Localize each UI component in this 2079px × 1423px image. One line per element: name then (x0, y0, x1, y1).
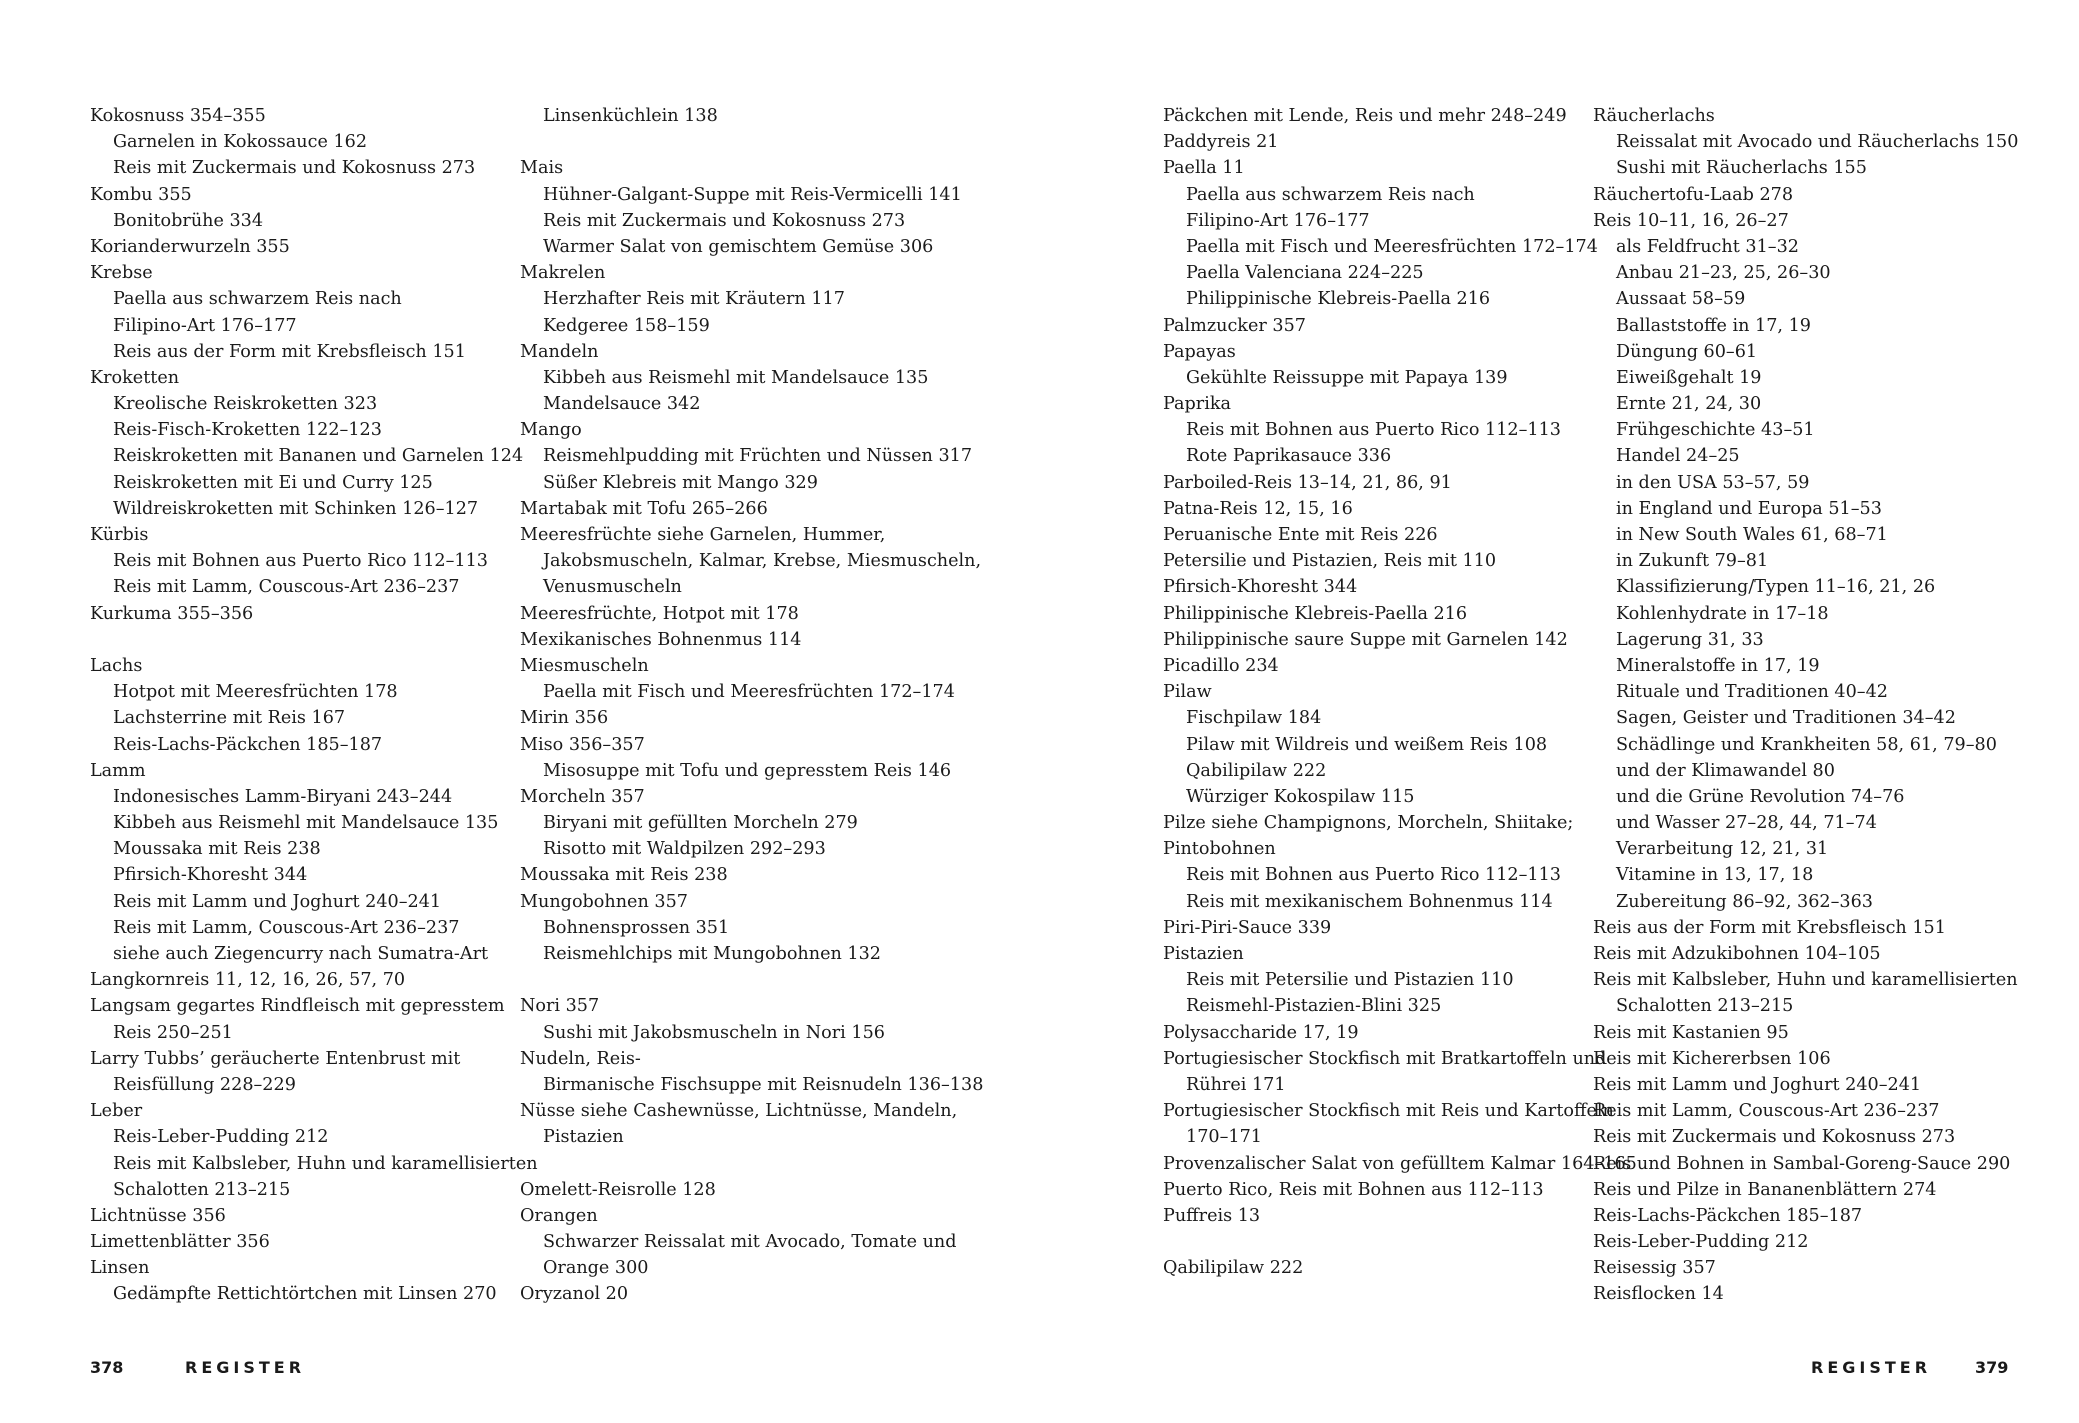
index-entry: Pfirsich-Khoresht 344 (1163, 577, 1358, 598)
index-entry: Reis mit Kastanien 95 (1593, 1022, 1789, 1043)
index-entry: Räuchertofu-Laab 278 (1593, 184, 1794, 205)
index-entry: Räucherlachs (1593, 106, 1715, 126)
index-subentry: Kohlenhydrate in 17–18 (1616, 603, 1829, 624)
index-entry: Meeresfrüchte, Hotpot mit 178 (520, 603, 799, 624)
index-subentry: und der Klimawandel 80 (1616, 760, 1835, 781)
index-entry: Palmzucker 357 (1163, 315, 1306, 336)
index-column-3 (1163, 103, 1637, 1281)
index-subentry: Gekühlte Reissuppe mit Papaya 139 (1186, 367, 1508, 388)
index-entry: Makrelen (520, 263, 606, 284)
index-entry: Korianderwurzeln 355 (90, 236, 290, 257)
index-subentry: Reis-Fisch-Kroketten 122–123 (113, 420, 382, 441)
index-subentry: Reisfüllung 228–229 (113, 1074, 296, 1095)
index-column-4 (1593, 103, 2018, 1308)
index-subentry: Reis mit Lamm und Joghurt 240–241 (113, 891, 442, 912)
index-subentry: Vitamine in 13, 17, 18 (1616, 865, 1814, 886)
index-subentry: Sushi mit Jakobsmuscheln in Nori 156 (543, 1022, 885, 1043)
index-subentry: Mandelsauce 342 (543, 394, 701, 415)
index-subentry: Birmanische Fischsuppe mit Reisnudeln 136–138 (543, 1074, 984, 1095)
index-subentry: Reis mit Bohnen aus Puerto Rico 112–113 (113, 551, 488, 572)
index-subentry: Mineralstoffe in 17, 19 (1616, 655, 1820, 676)
left-running-footer: REGISTER (185, 1358, 306, 1377)
index-subentry: 170–171 (1186, 1127, 1262, 1148)
index-entry: Patna-Reis 12, 15, 16 (1163, 498, 1353, 519)
index-entry: Reis 10–11, 16, 26–27 (1593, 210, 1789, 231)
index-subentry: Reis aus der Form mit Krebsfleisch 151 (113, 341, 466, 362)
index-subentry: Philippinische Klebreis-Paella 216 (1186, 289, 1491, 310)
index-subentry: Ballaststoffe in 17, 19 (1616, 315, 1811, 336)
index-entry: Martabak mit Tofu 265–266 (520, 498, 768, 519)
index-subentry: Aussaat 58–59 (1616, 289, 1746, 310)
index-entry: Paprika (1163, 394, 1231, 415)
index-entry: Mais (520, 158, 564, 179)
index-subentry: Reis-Lachs-Päckchen 185–187 (113, 734, 383, 755)
index-entry: Provenzalischer Salat von gefülltem Kalmar 164–165 (1163, 1153, 1637, 1174)
index-subentry: Schädlinge und Krankheiten 58, 61, 79–80 (1616, 734, 1997, 755)
index-entry: Parboiled-Reis 13–14, 21, 86, 91 (1163, 472, 1452, 493)
index-subentry: Venusmuscheln (543, 577, 682, 598)
index-entry: Miesmuscheln (520, 655, 649, 676)
index-subentry: Pfirsich-Khoresht 344 (113, 865, 308, 886)
index-entry: Nudeln, Reis- (520, 1048, 641, 1069)
index-subentry: Filipino-Art 176–177 (1186, 210, 1370, 231)
index-entry: Portugiesischer Stockfisch mit Bratkartoffeln und (1163, 1048, 1607, 1069)
index-subentry: Moussaka mit Reis 238 (113, 839, 321, 860)
index-subentry: Reiskroketten mit Bananen und Garnelen 124 (113, 446, 524, 467)
index-subentry: Handel 24–25 (1616, 446, 1740, 467)
index-subentry: Paella aus schwarzem Reis nach (1186, 184, 1475, 205)
index-entry: Mirin 356 (520, 708, 609, 729)
index-subentry: Reiskroketten mit Ei und Curry 125 (113, 472, 433, 493)
index-subentry: Frühgeschichte 43–51 (1616, 420, 1815, 441)
index-entry: Reis-Lachs-Päckchen 185–187 (1593, 1205, 1863, 1226)
right-page-number: 379 (1975, 1358, 2009, 1377)
index-entry: Reis aus der Form mit Krebsfleisch 151 (1593, 917, 1946, 938)
index-subentry: Reismehl-Pistazien-Blini 325 (1186, 996, 1442, 1017)
blank-line (1163, 1229, 1637, 1255)
index-subentry: siehe auch Ziegencurry nach Sumatra-Art (113, 944, 489, 964)
index-subentry: Reis mit Bohnen aus Puerto Rico 112–113 (1186, 420, 1561, 441)
index-entry: Lichtnüsse 356 (90, 1205, 226, 1226)
index-subentry: Bonitobrühe 334 (113, 210, 264, 231)
index-subentry: Eiweißgehalt 19 (1616, 367, 1762, 388)
index-entry: Nori 357 (520, 996, 600, 1017)
index-subentry: Rituale und Traditionen 40–42 (1616, 682, 1888, 703)
index-subentry: Jakobsmuscheln, Kalmar, Krebse, Miesmuscheln, (543, 551, 982, 572)
index-subentry: Zubereitung 86–92, 362–363 (1616, 891, 1873, 912)
index-subentry: Kreolische Reiskroketten 323 (113, 394, 378, 415)
index-subentry: Hühner-Galgant-Suppe mit Reis-Vermicelli 141 (543, 184, 962, 205)
index-subentry: Bohnensprossen 351 (543, 917, 730, 938)
index-subentry: und die Grüne Revolution 74–76 (1616, 786, 1905, 807)
index-subentry: Sagen, Geister und Traditionen 34–42 (1616, 708, 1956, 729)
index-subentry: Warmer Salat von gemischtem Gemüse 306 (543, 236, 934, 257)
index-subentry: Reis-Leber-Pudding 212 (113, 1127, 329, 1148)
index-entry: Reis mit Adzukibohnen 104–105 (1593, 944, 1881, 964)
index-entry: Leber (90, 1101, 143, 1122)
index-subentry: Paella mit Fisch und Meeresfrüchten 172–174 (543, 682, 955, 703)
index-entry: Oryzanol 20 (520, 1284, 629, 1305)
index-subentry: Schwarzer Reissalat mit Avocado, Tomate und (543, 1232, 957, 1253)
index-entry: Langkornreis 11, 12, 16, 26, 57, 70 (90, 970, 406, 991)
index-entry: Reis mit Lamm und Joghurt 240–241 (1593, 1074, 1922, 1095)
index-subentry: Paella aus schwarzem Reis nach (113, 289, 402, 310)
index-entry: Reis mit Zuckermais und Kokosnuss 273 (1593, 1127, 1956, 1148)
index-entry: Mexikanisches Bohnenmus 114 (520, 629, 802, 650)
index-entry: Reis und Pilze in Bananenblättern 274 (1593, 1179, 1937, 1200)
index-subentry: Pilaw mit Wildreis und weißem Reis 108 (1186, 734, 1548, 755)
index-entry: Linsen (90, 1258, 150, 1279)
blank-line (520, 129, 983, 155)
index-subentry: Biryani mit gefüllten Morcheln 279 (543, 813, 858, 834)
index-subentry: Reis mit Lamm, Couscous-Art 236–237 (113, 917, 460, 938)
index-subentry: Süßer Klebreis mit Mango 329 (543, 472, 818, 493)
index-subentry: Reis mit Zuckermais und Kokosnuss 273 (113, 158, 476, 179)
index-entry: Morcheln 357 (520, 786, 645, 807)
index-subentry: Garnelen in Kokossauce 162 (113, 132, 368, 153)
blank-line (520, 1151, 983, 1177)
index-subentry: in New South Wales 61, 68–71 (1616, 525, 1888, 545)
index-subentry: Kibbeh aus Reismehl mit Mandelsauce 135 (113, 813, 499, 834)
index-entry: Reis und Bohnen in Sambal-Goreng-Sauce 290 (1593, 1153, 2011, 1174)
index-subentry: Rote Paprikasauce 336 (1186, 446, 1392, 467)
index-subentry: Reis mit Bohnen aus Puerto Rico 112–113 (1186, 865, 1561, 886)
index-entry: Limettenblätter 356 (90, 1232, 270, 1253)
index-subentry: Paella Valenciana 224–225 (1186, 263, 1424, 284)
index-entry: Reis mit Lamm, Couscous-Art 236–237 (1593, 1101, 1940, 1122)
index-entry: Päckchen mit Lende, Reis und mehr 248–249 (1163, 106, 1567, 126)
index-entry: Piri-Piri-Sauce 339 (1163, 917, 1332, 938)
index-entry: Orangen (520, 1205, 598, 1226)
index-entry: Pistazien (1163, 944, 1244, 964)
index-subentry: Reis 250–251 (113, 1022, 233, 1043)
index-subentry: Pistazien (543, 1127, 624, 1148)
index-entry: Petersilie und Pistazien, Reis mit 110 (1163, 551, 1497, 572)
index-subentry: Anbau 21–23, 25, 26–30 (1616, 263, 1831, 284)
index-subentry: Paella mit Fisch und Meeresfrüchten 172–174 (1186, 236, 1598, 257)
index-subentry: Qabilipilaw 222 (1186, 760, 1327, 781)
index-subentry: Orange 300 (543, 1258, 649, 1279)
index-entry: Kombu 355 (90, 184, 192, 205)
index-entry: Reis-Leber-Pudding 212 (1593, 1232, 1809, 1253)
index-entry: Paddyreis 21 (1163, 132, 1279, 153)
index-subentry: Reis mit Zuckermais und Kokosnuss 273 (543, 210, 906, 231)
index-entry: Kokosnuss 354–355 (90, 106, 266, 126)
index-entry: Reisessig 357 (1593, 1258, 1716, 1279)
index-entry: Meeresfrüchte siehe Garnelen, Hummer, (520, 525, 886, 545)
index-subentry: Filipino-Art 176–177 (113, 315, 297, 336)
index-subentry: Lagerung 31, 33 (1616, 629, 1764, 650)
right-running-footer: REGISTER (1811, 1358, 1932, 1377)
index-entry: Mandeln (520, 341, 599, 362)
index-entry: Reis mit Kalbsleber, Huhn und karamellisierten (1593, 970, 2018, 991)
index-subentry: und Wasser 27–28, 44, 71–74 (1616, 813, 1877, 834)
index-entry: Mungobohnen 357 (520, 891, 688, 912)
index-entry: Papayas (1163, 341, 1236, 362)
index-entry: Pilaw (1163, 682, 1212, 703)
index-subentry: Herzhafter Reis mit Kräutern 117 (543, 289, 845, 310)
index-entry: Omelett-Reisrolle 128 (520, 1179, 716, 1200)
index-entry: Peruanische Ente mit Reis 226 (1163, 525, 1438, 545)
index-entry: Moussaka mit Reis 238 (520, 865, 728, 886)
index-entry: Puerto Rico, Reis mit Bohnen aus 112–113 (1163, 1179, 1544, 1200)
index-subentry: als Feldfrucht 31–32 (1616, 236, 1799, 257)
index-entry: Pilze siehe Champignons, Morcheln, Shiitake; (1163, 813, 1574, 834)
index-subentry: Schalotten 213–215 (1616, 996, 1794, 1017)
index-subentry: Rührei 171 (1186, 1074, 1286, 1095)
index-subentry: Indonesisches Lamm-Biryani 243–244 (113, 786, 453, 807)
index-entry: Kurkuma 355–356 (90, 603, 254, 624)
index-entry: Portugiesischer Stockfisch mit Reis und Kartoffeln (1163, 1101, 1614, 1122)
index-subentry: Würziger Kokospilaw 115 (1186, 786, 1415, 807)
index-subentry: Sushi mit Räucherlachs 155 (1616, 158, 1867, 179)
index-column-2 (520, 103, 983, 1308)
index-entry: Pintobohnen (1163, 839, 1276, 860)
index-entry: Nüsse siehe Cashewnüsse, Lichtnüsse, Mandeln, (520, 1101, 958, 1122)
index-subentry: Reissalat mit Avocado und Räucherlachs 150 (1616, 132, 2019, 153)
index-subentry: Lachsterrine mit Reis 167 (113, 708, 346, 729)
index-subentry: Kibbeh aus Reismehl mit Mandelsauce 135 (543, 367, 929, 388)
index-subentry: Wildreiskroketten mit Schinken 126–127 (113, 498, 479, 519)
index-entry: Miso 356–357 (520, 734, 645, 755)
index-entry: Philippinische Klebreis-Paella 216 (1163, 603, 1468, 624)
index-subentry: Verarbeitung 12, 21, 31 (1616, 839, 1829, 860)
index-entry: Kürbis (90, 525, 149, 545)
index-subentry: Misosuppe mit Tofu und gepresstem Reis 146 (543, 760, 952, 781)
index-subentry: Hotpot mit Meeresfrüchten 178 (113, 682, 398, 703)
index-entry: Lachs (90, 655, 143, 676)
blank-line (520, 967, 983, 993)
index-subentry: Reis mit mexikanischem Bohnenmus 114 (1186, 891, 1553, 912)
index-entry: Paella 11 (1163, 158, 1245, 179)
blank-line (90, 627, 538, 653)
index-subentry: Kedgeree 158–159 (543, 315, 710, 336)
index-entry: Philippinische saure Suppe mit Garnelen 142 (1163, 629, 1568, 650)
index-subentry: in England und Europa 51–53 (1616, 498, 1882, 519)
index-subentry: Linsenküchlein 138 (543, 106, 718, 126)
left-page-number: 378 (90, 1358, 124, 1377)
index-entry: Reis mit Kichererbsen 106 (1593, 1048, 1831, 1069)
index-entry: Polysaccharide 17, 19 (1163, 1022, 1359, 1043)
index-entry: Mango (520, 420, 582, 441)
index-entry: Lamm (90, 760, 146, 781)
index-entry: Langsam gegartes Rindfleisch mit gepresstem (90, 996, 505, 1017)
index-entry: Qabilipilaw 222 (1163, 1258, 1304, 1279)
index-subentry: Reismehlchips mit Mungobohnen 132 (543, 944, 882, 964)
index-entry: Picadillo 234 (1163, 655, 1279, 676)
index-subentry: Schalotten 213–215 (113, 1179, 291, 1200)
index-subentry: in den USA 53–57, 59 (1616, 472, 1810, 493)
index-subentry: Reis mit Petersilie und Pistazien 110 (1186, 970, 1514, 991)
index-entry: Reisflocken 14 (1593, 1284, 1724, 1305)
index-entry: Puffreis 13 (1163, 1205, 1261, 1226)
index-entry: Kroketten (90, 367, 180, 388)
index-subentry: in Zukunft 79–81 (1616, 551, 1769, 572)
index-subentry: Reis mit Lamm, Couscous-Art 236–237 (113, 577, 460, 598)
index-entry: Larry Tubbs’ geräucherte Entenbrust mit (90, 1048, 461, 1069)
index-subentry: Reismehlpudding mit Früchten und Nüssen 317 (543, 446, 973, 467)
index-subentry: Fischpilaw 184 (1186, 708, 1322, 729)
index-subentry: Risotto mit Waldpilzen 292–293 (543, 839, 826, 860)
index-subentry: Düngung 60–61 (1616, 341, 1758, 362)
index-subentry: Gedämpfte Rettichtörtchen mit Linsen 270 (113, 1284, 497, 1305)
index-subentry: Ernte 21, 24, 30 (1616, 394, 1762, 415)
index-subentry: Reis mit Kalbsleber, Huhn und karamellisierten (113, 1153, 538, 1174)
index-entry: Krebse (90, 263, 153, 284)
index-subentry: Klassifizierung/Typen 11–16, 21, 26 (1616, 577, 1936, 598)
index-column-1 (90, 103, 538, 1308)
